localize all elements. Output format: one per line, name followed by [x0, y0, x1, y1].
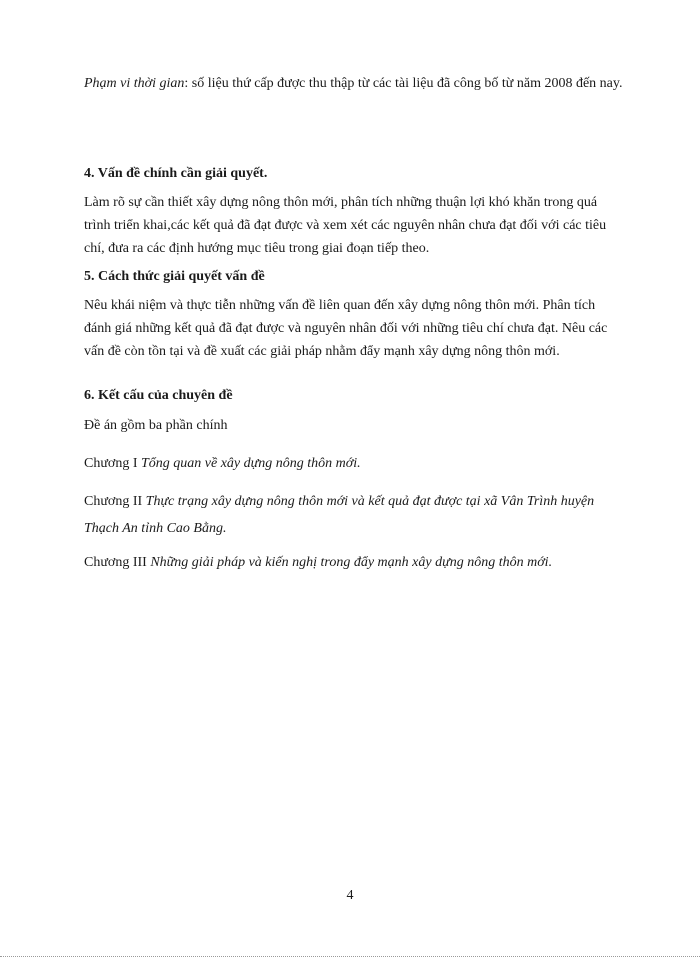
section-4-body: Làm rõ sự cần thiết xây dựng nông thôn mới, phân tích những thuận lợi khó khăn trong quá trình triển khai,các kết quả đã đạt được và xem xét các nguyên nhân chưa đạt đối với các tiêu chí, đưa ra các định hướng mục tiêu trong giai đoạn tiếp theo. — [84, 195, 607, 256]
scope-label: Phạm vi thời gian — [84, 76, 185, 91]
chapter-1-line — [84, 452, 624, 475]
scope-text: : số liệu thứ cấp được thu thập từ các tài liệu đã công bố từ năm 2008 đến nay. — [184, 76, 623, 91]
chapter-3-line — [84, 551, 624, 574]
scope-paragraph — [84, 72, 624, 95]
page-number: 4 — [346, 888, 354, 903]
chapter-1-label: Chương I — [84, 456, 141, 471]
chapter-3-label: Chương III — [84, 555, 151, 570]
chapter-3-title: Những giải pháp và kiến nghị trong đẩy mạnh xây dựng nông thôn mới. — [150, 555, 553, 570]
section-5-heading: 5. Cách thức giải quyết vấn đề — [84, 269, 265, 284]
section-4-heading: 4. Vấn đề chính cần giải quyết. — [84, 166, 268, 181]
page-bottom-divider — [0, 956, 700, 957]
chapter-2-line — [84, 488, 624, 542]
chapter-1-title: Tổng quan về xây dựng nông thôn mới. — [141, 456, 361, 471]
section-6-heading: 6. Kết cấu của chuyên đề — [84, 388, 233, 403]
section-6-intro: Đề án gồm ba phần chính — [84, 418, 228, 433]
chapter-2-label: Chương II — [84, 494, 146, 509]
section-5-body: Nêu khái niệm và thực tiễn những vấn đề liên quan đến xây dựng nông thôn mới. Phân tích đánh giá những kết quả đã đạt được và nguyên nhân đối với những tiêu chí chưa đạt. Nêu các vấn đề còn tồn tại và đề xuất các giải pháp nhằm đẩy mạnh xây dựng nông thôn mới. — [84, 298, 608, 359]
chapter-2-title: Thực trạng xây dựng nông thôn mới và kết quả đạt được tại xã Vân Trình huyện Thạch An tỉnh Cao Bằng. — [84, 494, 595, 536]
